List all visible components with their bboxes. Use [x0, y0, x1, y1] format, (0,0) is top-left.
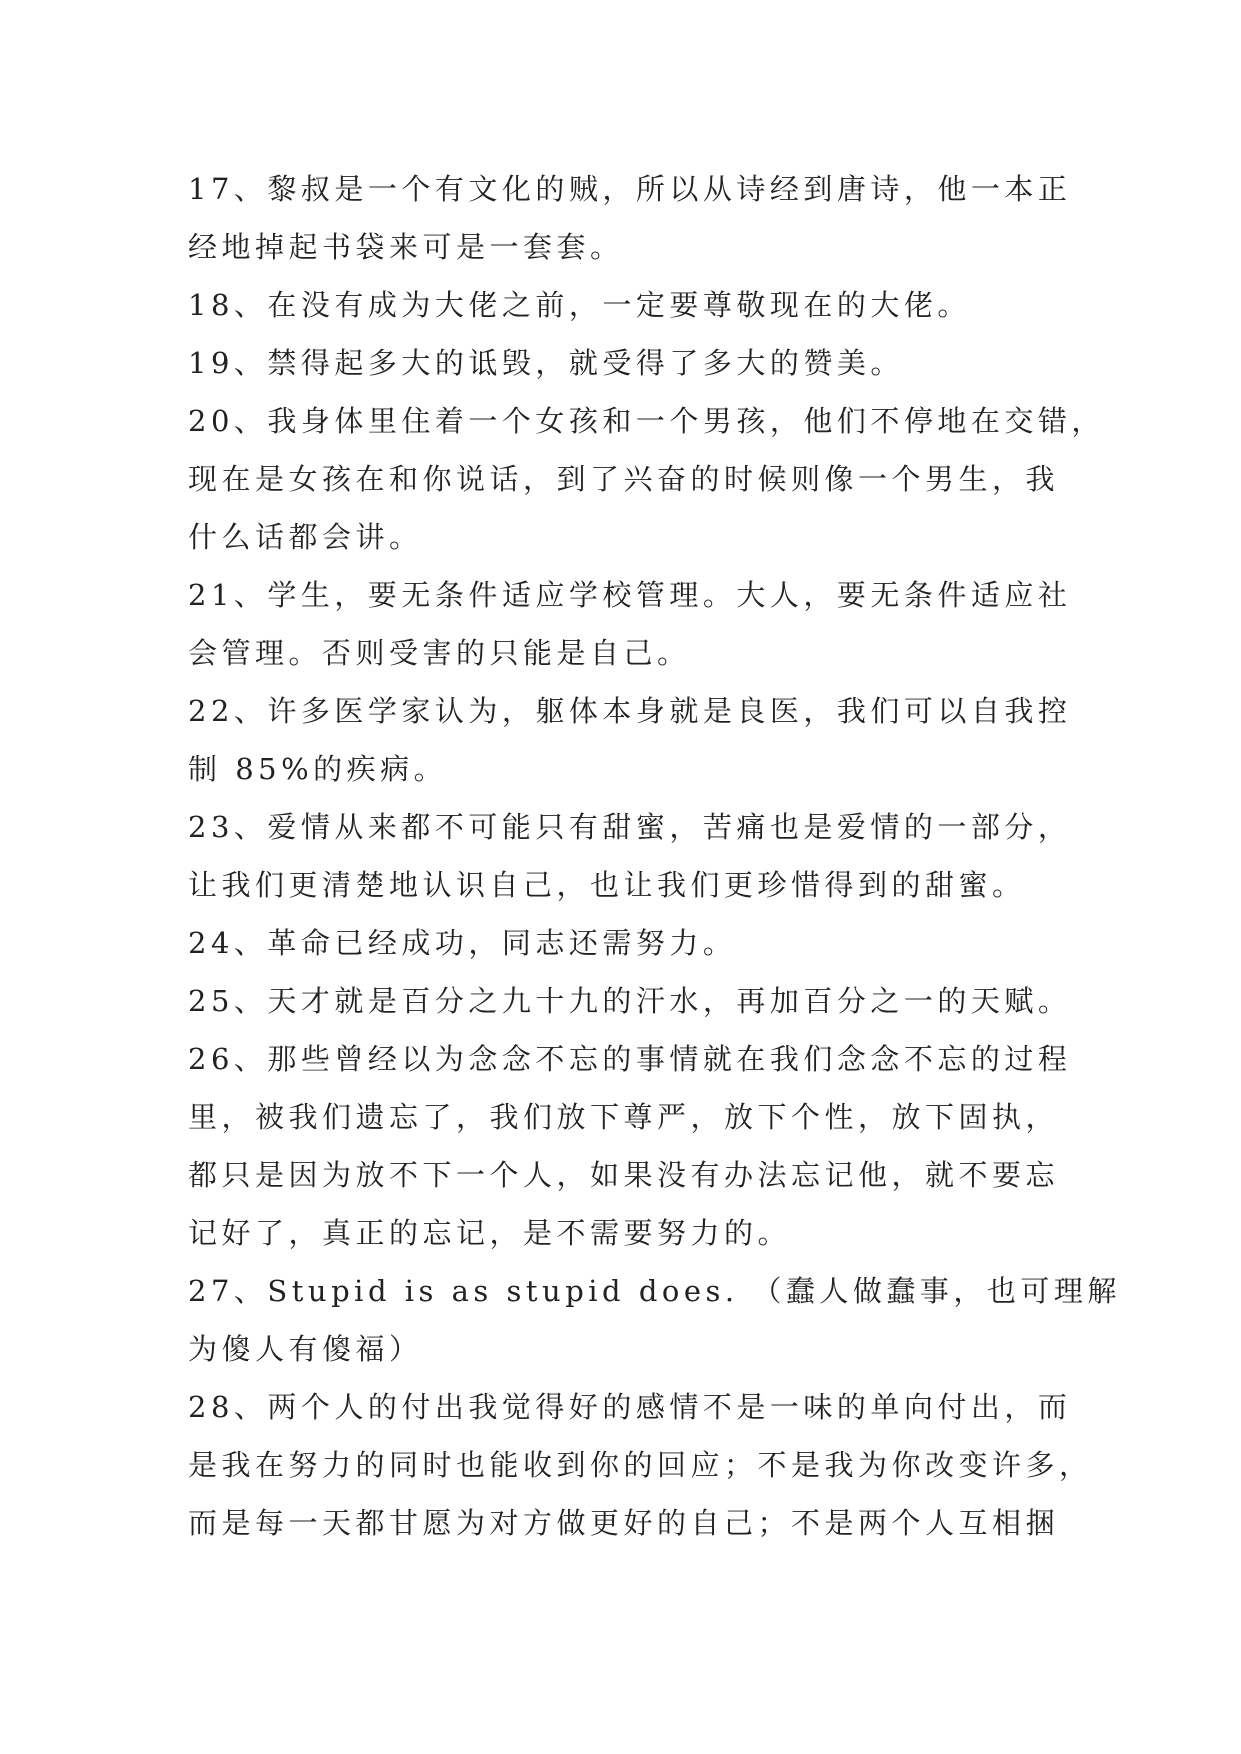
text-line: 18、在没有成为大佬之前，一定要尊敬现在的大佬。 — [188, 288, 971, 322]
text-line: 22、许多医学家认为，躯体本身就是良医，我们可以自我控 — [188, 694, 1072, 728]
text-line: 19、禁得起多大的诋毁，就受得了多大的赞美。 — [188, 346, 904, 380]
text-line: 什么话都会讲。 — [188, 520, 423, 554]
text-line: 为傻人有傻福） — [188, 1332, 423, 1366]
text-line: 21、学生，要无条件适应学校管理。大人，要无条件适应社 — [188, 578, 1072, 612]
text-line: 记好了，真正的忘记，是不需要努力的。 — [188, 1216, 792, 1250]
text-line: 会管理。否则受害的只能是自己。 — [188, 636, 691, 670]
text-line: 制 85%的疾病。 — [188, 752, 448, 786]
text-line: 17、黎叔是一个有文化的贼，所以从诗经到唐诗，他一本正 — [188, 172, 1072, 206]
document-body — [188, 160, 1121, 1552]
text-line: 25、天才就是百分之九十九的汗水，再加百分之一的天赋。 — [188, 984, 1072, 1018]
text-line: 里，被我们遗忘了，我们放下尊严，放下个性，放下固执， — [188, 1100, 1060, 1134]
text-line: 23、爱情从来都不可能只有甜蜜，苦痛也是爱情的一部分， — [188, 810, 1072, 844]
text-line: 都只是因为放不下一个人，如果没有办法忘记他，就不要忘 — [188, 1158, 1060, 1192]
text-line: 20、我身体里住着一个女孩和一个男孩，他们不停地在交错， — [188, 404, 1105, 438]
text-line: 26、那些曾经以为念念不忘的事情就在我们念念不忘的过程 — [188, 1042, 1072, 1076]
text-line: 28、两个人的付出我觉得好的感情不是一味的单向付出，而 — [188, 1390, 1072, 1424]
text-line: 而是每一天都甘愿为对方做更好的自己；不是两个人互相捆 — [188, 1506, 1060, 1540]
text-line: 是我在努力的同时也能收到你的回应；不是我为你改变许多， — [188, 1448, 1093, 1482]
text-line: 27、Stupid is as stupid does. （蠢人做蠢事，也可理解 — [188, 1274, 1121, 1308]
text-line: 现在是女孩在和你说话，到了兴奋的时候则像一个男生，我 — [188, 462, 1060, 496]
text-line: 经地掉起书袋来可是一套套。 — [188, 230, 624, 264]
text-line: 24、革命已经成功，同志还需努力。 — [188, 926, 737, 960]
text-line: 让我们更清楚地认识自己，也让我们更珍惜得到的甜蜜。 — [188, 868, 1026, 902]
